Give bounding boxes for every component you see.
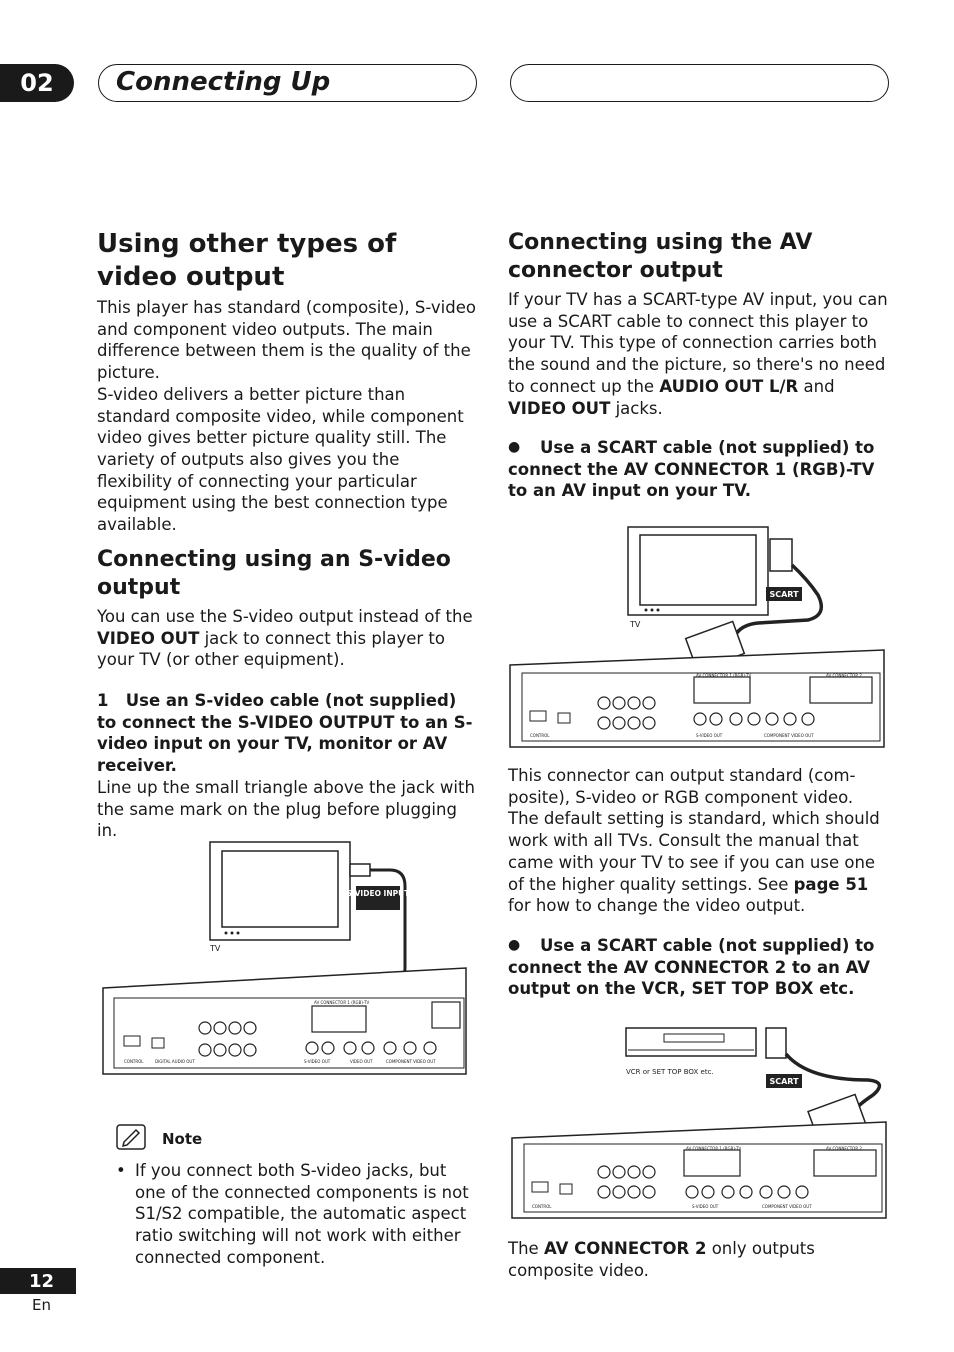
av1-label: AV CONNECTOR 1 (RGB)-TV: [696, 673, 752, 678]
step-number: 1: [97, 691, 109, 710]
component-label: COMPONENT VIDEO OUT: [762, 1204, 812, 1209]
scart-plug-tv: [770, 539, 792, 571]
bullet-2-marker: ●: [508, 937, 521, 953]
section-body-svideo: You can use the S-video output instead of the VIDEO OUT jack to connect this player to your TV (or other equipment).: [97, 607, 473, 670]
svideo-out-label: S-VIDEO OUT: [304, 1059, 331, 1064]
scart-vcr-connection-diagram: [508, 1020, 888, 1220]
vcr-label: VCR or SET TOP BOX etc.: [626, 1068, 714, 1076]
vcr-illustration: [626, 1028, 756, 1056]
section-body-video-output: This player has standard (composite), S-video and component video outputs. The main difference between them is the quality of the picture. S-video delivers a better picture than standard composite video, while component video gives better picture quality still. The variety of outputs also gives you the flexibility of connecting your particular equipment using the best connection type available.: [97, 298, 476, 535]
av2-label: AV CONNECTOR 2: [826, 673, 862, 678]
scart-plug-vcr: [766, 1028, 786, 1058]
tv-illustration: [628, 527, 768, 615]
svideo-out-label: S-VIDEO OUT: [692, 1204, 719, 1209]
optical-jack: [152, 1038, 164, 1048]
chapter-number-badge: 02: [0, 64, 74, 102]
optical-jack: [558, 713, 570, 723]
control-jack: [530, 711, 546, 721]
svideo-out-label: S-VIDEO OUT: [696, 733, 723, 738]
av1-label: AV CONNECTOR 1 (RGB)-TV: [686, 1146, 742, 1151]
chapter-title: Connecting Up: [116, 67, 331, 97]
av2-label: AV CONNECTOR 2: [826, 1146, 862, 1151]
language-label: En: [32, 1296, 51, 1314]
note-title: Note: [162, 1130, 203, 1148]
section-title-video-output: Using other types of video output: [97, 229, 397, 292]
control-jack: [124, 1036, 140, 1046]
av1-label: AV CONNECTOR 1 (RGB)-TV: [314, 1000, 370, 1005]
av-connector-1: [694, 677, 750, 703]
component-label: COMPONENT VIDEO OUT: [386, 1059, 436, 1064]
av-connector-2: [814, 1150, 876, 1176]
page-number-badge: 12: [0, 1268, 76, 1294]
svideo-plug-tv: [350, 864, 370, 876]
digital-out-label: DIGITAL AUDIO OUT: [155, 1059, 195, 1064]
av-connector-output-description: This connector can output standard (com-posite), S-video or RGB component video. The default setting is standard, which should work with all TVs. Consult the manual that came with your TV to see if you can use one of the higher quality settings. See page 51 for how to change the video output.: [508, 766, 880, 916]
video-out-label: VIDEO OUT: [350, 1059, 373, 1064]
component-label: COMPONENT VIDEO OUT: [764, 733, 814, 738]
av-connector-2-note: The AV CONNECTOR 2 only outputs composite video.: [508, 1239, 815, 1280]
section-title-av-connector: Connecting using the AV connector output: [508, 230, 813, 283]
tv-illustration: [210, 842, 350, 940]
scart-tv-connection-diagram: [508, 525, 888, 750]
control-label: CONTROL: [532, 1204, 552, 1209]
av-connector-1: [312, 1006, 366, 1032]
svideo-input-tag-text: S-VIDEO INPUT: [346, 889, 410, 898]
blank-header-frame: [510, 64, 889, 102]
step-1-instruction: 1 Use an S-video cable (not supplied) to connect the S-VIDEO OUTPUT to an S-video input on your TV, monitor or AV receiver.: [97, 691, 473, 776]
section-title-svideo: Connecting using an S-video output: [97, 547, 451, 600]
control-label: CONTROL: [124, 1059, 144, 1064]
bullet-1-marker: ●: [508, 439, 521, 455]
scart-tag-text: SCART: [769, 590, 799, 599]
bullet-1-instruction: Use a SCART cable (not supplied) to connect the AV CONNECTOR 1 (RGB)-TV to an AV input on your TV.: [508, 438, 875, 501]
player-panel-inner: [114, 998, 464, 1068]
tv-label: TV: [630, 620, 641, 629]
scart-tag-text: SCART: [769, 1077, 799, 1086]
control-jack: [532, 1182, 548, 1192]
optical-jack: [560, 1184, 572, 1194]
tv-label: TV: [210, 944, 221, 953]
note-bullet-text: If you connect both S-video jacks, but one of the connected components is not S1/S2 compatible, the automatic aspect ratio switching will not work with either connected component.: [135, 1161, 469, 1267]
av-connector-2: [432, 1002, 460, 1028]
bullet-2-instruction: Use a SCART cable (not supplied) to connect the AV CONNECTOR 2 to an AV output on the VCR, SET TOP BOX etc.: [508, 936, 875, 999]
control-label: CONTROL: [530, 733, 550, 738]
av-connector-1: [684, 1150, 740, 1176]
note-bullet-marker: •: [116, 1161, 126, 1180]
section-body-av-connector: If your TV has a SCART-type AV input, you can use a SCART cable to connect this player to your TV. This type of connection carries both the sound and the picture, so there's no need to connect up the AUDIO OUT L/R and VIDEO OUT jacks.: [508, 290, 888, 418]
svideo-connection-diagram: [100, 838, 472, 1086]
note-pencil-icon: [116, 1124, 146, 1150]
step-1-detail: Line up the small triangle above the jack with the same mark on the plug before plugging in.: [97, 778, 475, 841]
av-connector-2: [810, 677, 872, 703]
